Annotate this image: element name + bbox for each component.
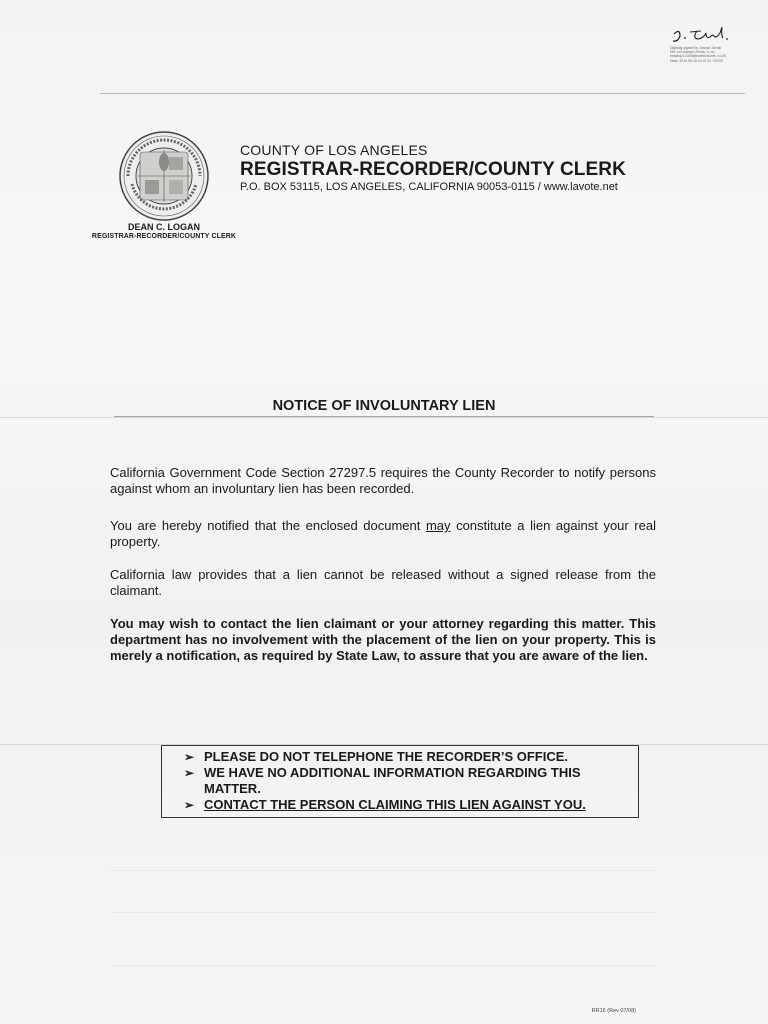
paragraph-notification: You are hereby notified that the enclosed document may constitute a lien against your real property. (110, 518, 656, 549)
warning-item: ➢ CONTACT THE PERSON CLAIMING THIS LIEN AGAINST YOU. (184, 797, 586, 812)
arrow-bullet-icon: ➢ (184, 798, 195, 812)
county-seal-icon (118, 130, 210, 222)
handwritten-signature-icon (670, 24, 740, 46)
header-divider (100, 93, 745, 94)
arrow-bullet-icon: ➢ (184, 766, 195, 780)
emphasized-word: may (425, 518, 451, 533)
fold-line (0, 417, 768, 418)
signature-details: Digitally signed by Joseph Zernik DN: cn=Joseph Zernik, o, ou, email=jz12345@earthlink.net, c=US Date: 2010.05.15 14:47:11 +03'00' (670, 46, 726, 63)
official-title: REGISTRAR-RECORDER/COUNTY CLERK (91, 233, 237, 240)
warning-box (161, 745, 639, 818)
warning-item: ➢ PLEASE DO NOT TELEPHONE THE RECORDER’S OFFICE. (184, 749, 569, 764)
paragraph-code-section: California Government Code Section 27297.5 requires the County Recorder to notify persons against whom an involuntary lien has been recorded. (110, 465, 656, 496)
county-name: COUNTY OF LOS ANGELES (240, 142, 428, 158)
paragraph-release: California law provides that a lien cannot be released without a signed release from the claimant. (110, 567, 656, 598)
digital-signature (670, 24, 750, 63)
page-title: NOTICE OF INVOLUNTARY LIEN (272, 398, 496, 414)
mailing-address: P.O. BOX 53115, LOS ANGELES, CALIFORNIA 90053-0115 / www.lavote.net (240, 181, 618, 193)
official-name: DEAN C. LOGAN (128, 222, 200, 232)
form-code: RR16 (Rev 07/08) (591, 1008, 636, 1014)
title-rule (114, 416, 654, 417)
warning-item: ➢ WE HAVE NO ADDITIONAL INFORMATION REGARDING THIS MATTER. (184, 765, 581, 796)
arrow-bullet-icon: ➢ (184, 750, 195, 764)
paragraph-contact: You may wish to contact the lien claimant or your attorney regarding this matter. This department has no involvement with the placement of the lien on your property. This is merely a notification, as required by State Law, to assure that you are aware of the lien. (110, 616, 656, 663)
department-name: REGISTRAR-RECORDER/COUNTY CLERK (240, 159, 626, 180)
